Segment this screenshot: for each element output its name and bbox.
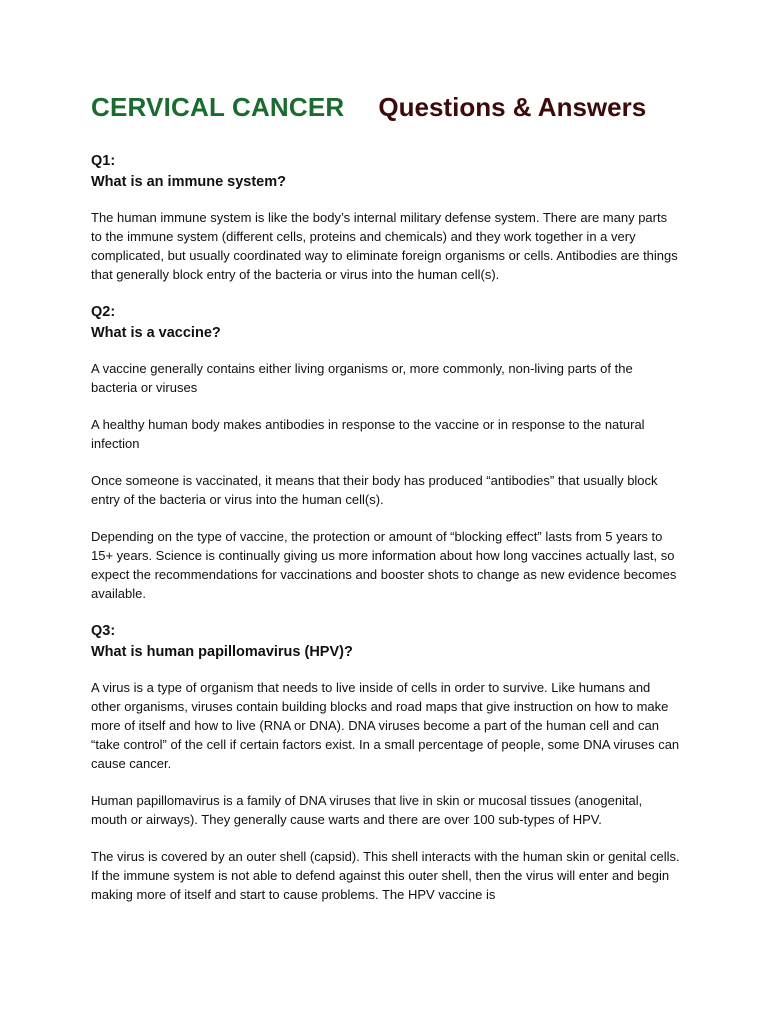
question-heading: What is an immune system? xyxy=(91,174,286,190)
document-title xyxy=(91,92,681,132)
qa-section-2 xyxy=(91,302,681,603)
question-heading: What is a vaccine? xyxy=(91,325,221,341)
title-sub: Questions & Answers xyxy=(378,92,647,122)
qa-section-3 xyxy=(91,621,681,904)
answer-paragraph: A vaccine generally contains either living organisms or, more commonly, non-living parts of the bacteria or viruses xyxy=(91,361,633,395)
answer-paragraph: The virus is covered by an outer shell (capsid). This shell interacts with the human skin or genital cells. If the immune system is not able to defend against this outer shell, then the virus will enter and begin making more of itself and start to cause problems. The HPV vaccine is xyxy=(91,849,680,902)
answer-paragraph: Once someone is vaccinated, it means that their body has produced “antibodies” that usually block entry of the bacteria or virus into the human cell(s). xyxy=(91,473,658,507)
answer-paragraph: Human papillomavirus is a family of DNA viruses that live in skin or mucosal tissues (anogenital, mouth or airways). They generally cause warts and there are over 100 sub-types of HPV. xyxy=(91,793,643,827)
title-main: CERVICAL CANCER xyxy=(91,92,345,122)
answer-paragraph: Depending on the type of vaccine, the protection or amount of “blocking effect” lasts from 5 years to 15+ years. Science is continually giving us more information about how long vaccines actually last, so expect the recommendations for vaccinations and booster shots to change as new evidence becomes available. xyxy=(91,529,677,601)
question-label: Q1: xyxy=(91,153,116,169)
document-page xyxy=(91,92,681,922)
question-heading: What is human papillomavirus (HPV)? xyxy=(91,644,353,660)
answer-paragraph: A healthy human body makes antibodies in response to the vaccine or in response to the natural infection xyxy=(91,417,645,451)
qa-section-1 xyxy=(91,151,681,284)
question-label: Q2: xyxy=(91,304,116,320)
question-label: Q3: xyxy=(91,623,116,639)
answer-paragraph: A virus is a type of organism that needs to live inside of cells in order to survive. Like humans and other organisms, viruses contain building blocks and road maps that give instruction on how to make more of itself and how to live (RNA or DNA). DNA viruses become a part of the human cell and can “take control” of the cell if certain factors exist. In a small percentage of people, some DNA viruses can cause cancer. xyxy=(91,680,680,771)
answer-paragraph: The human immune system is like the body’s internal military defense system. There are many parts to the immune system (different cells, proteins and chemicals) and they work together in a very complicated, but usually coordinated way to eliminate foreign organisms or cells. Antibodies are things that generally block entry of the bacteria or virus into the human cell(s). xyxy=(91,210,678,282)
